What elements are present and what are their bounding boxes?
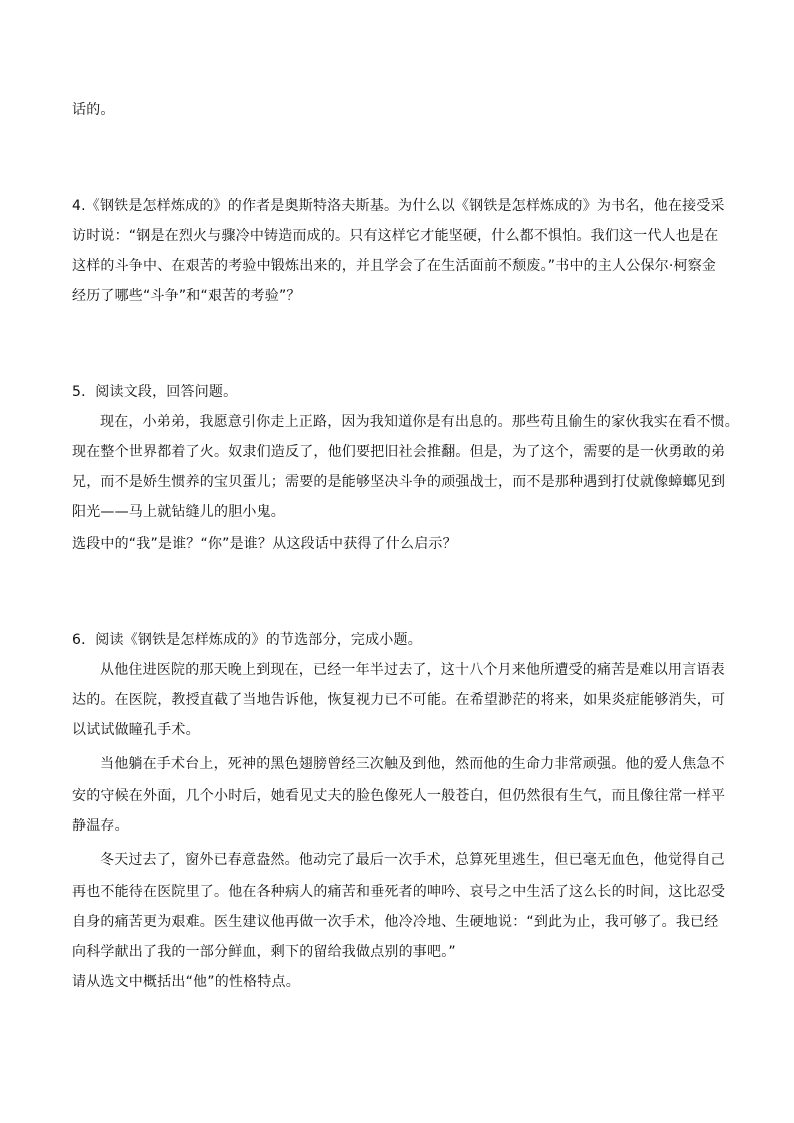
q5-question: 选段中的“我”是谁？“你”是谁？从这段话中获得了什么启示？ (72, 536, 457, 552)
q6-question: 请从选文中概括出“他”的性格特点。 (72, 974, 300, 990)
q6-p2-line-1: 当他躺在手术台上，死神的黑色翅膀曾经三次触及到他，然而他的生命力非常顽强。他的爱人焦急不 (100, 756, 725, 772)
q5-passage-line-3: 兄，而不是娇生惯养的宝贝蛋儿；需要的是能够坚决斗争的顽强战士，而不是那种遇到打仗就像蟑螂见到 (72, 474, 726, 490)
q5-heading: 5．阅读文段，回答问题。 (72, 384, 238, 400)
q5-passage-line-1: 现在，小弟弟，我愿意引你走上正路，因为我知道你是有出息的。那些苟且偷生的家伙我实在看不惯。 (100, 414, 739, 430)
q6-p1-line-1: 从他住进医院的那天晚上到现在，已经一年半过去了，这十八个月来他所遭受的痛苦是难以用言语表 (100, 662, 725, 678)
q6-p2-line-2: 安的守候在外面，几个小时后，她看见丈夫的脸色像死人一般苍白，但仍然很有生气，而且像往常一样平 (72, 788, 726, 804)
q4-line-4: 经历了哪些“斗争”和“艰苦的考验”？ (72, 288, 301, 304)
q6-p3-line-2: 再也不能待在医院里了。他在各种病人的痛苦和垂死者的呻吟、哀号之中生活了这么长的时间，这比忍受 (72, 884, 726, 900)
q5-passage-line-2: 现在整个世界都着了火。奴隶们造反了，他们要把旧社会推翻。但是，为了这个，需要的是一伙勇敢的弟 (72, 444, 726, 460)
q6-p3-line-4: 向科学献出了我的一部分鲜血，剩下的留给我做点别的事吧。” (72, 944, 456, 960)
q4-line-2: 访时说：“钢是在烈火与骤冷中铸造而成的。只有这样它才能坚硬，什么都不惧怕。我们这一代人也是在 (72, 228, 719, 244)
q6-heading: 6．阅读《钢铁是怎样炼成的》的节选部分，完成小题。 (72, 632, 422, 648)
q6-p2-line-3: 静温存。 (72, 818, 129, 834)
q6-p1-line-2: 达的。在医院，教授直截了当地告诉他，恢复视力已不可能。在希望渺茫的将来，如果炎症能够消失，可 (72, 692, 726, 708)
q4-line-1: 4.《钢铁是怎样炼成的》的作者是奥斯特洛夫斯基。为什么以《钢铁是怎样炼成的》为书名，他在接受采 (72, 198, 725, 214)
q4-line-3: 这样的斗争中、在艰苦的考验中锻炼出来的，并且学会了在生活面前不颓废。”书中的主人公保尔·柯察金 (72, 258, 717, 274)
q5-passage-line-4: 阳光——马上就钻缝儿的胆小鬼。 (72, 504, 285, 520)
q6-p1-line-3: 以试试做瞳孔手术。 (72, 722, 200, 738)
q6-p3-line-3: 自身的痛苦更为艰难。医生建议他再做一次手术，他冷冷地、生硬地说：“到此为止，我可够了。我已经 (72, 914, 719, 930)
q6-p3-line-1: 冬天过去了，窗外已春意盎然。他动完了最后一次手术，总算死里逃生，但已毫无血色，他觉得自己 (100, 852, 725, 868)
intro-tail-text: 话的。 (72, 102, 115, 118)
